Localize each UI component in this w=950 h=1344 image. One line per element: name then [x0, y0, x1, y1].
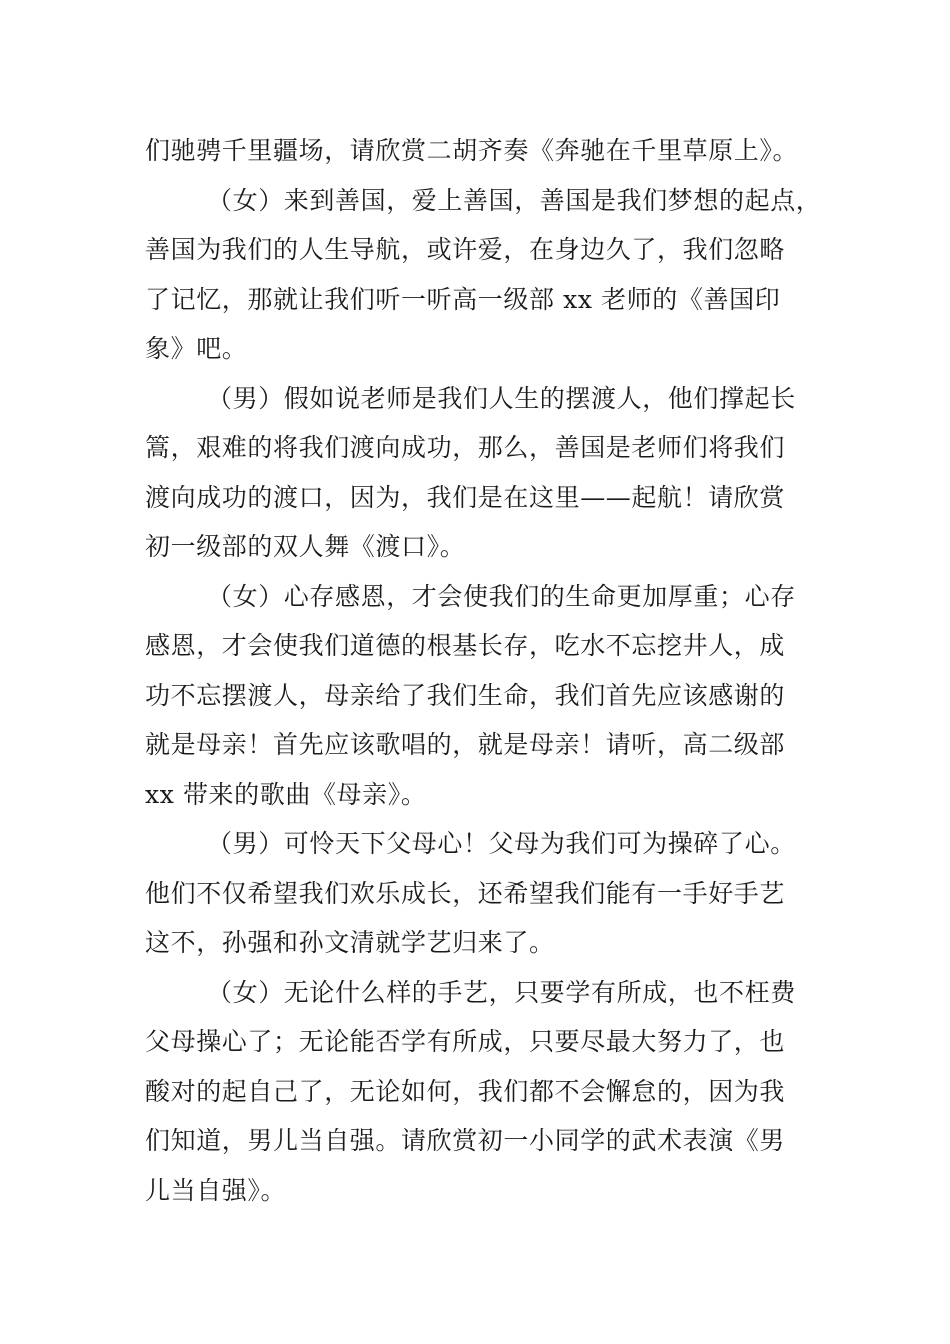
text-line: （男）假如说老师是我们人生的摆渡人，他们撑起长	[207, 383, 796, 413]
text-line: （男）可怜天下父母心！父母为我们可为操碎了心。	[207, 829, 796, 858]
text-line: 象》吧。	[145, 334, 248, 363]
text-line: （女）来到善国，爱上善国，善国是我们梦想的起点，	[207, 185, 822, 215]
text-line: 酸对的起自己了，无论如何，我们都不会懈怠的，因为我	[145, 1076, 786, 1106]
text-line: 渡向成功的渡口，因为，我们是在这里——起航！请欣赏	[145, 482, 786, 512]
text-line: 儿当自强》。	[145, 1175, 287, 1205]
text-line: 们驰骋千里疆场，请欣赏二胡齐奏《奔驰在千里草原上》。	[145, 136, 799, 165]
text-line: 善国为我们的人生导航，或许爱，在身边久了，我们忽略	[145, 235, 786, 264]
text-line: 感恩，才会使我们道德的根基长存，吃水不忘挖井人，成	[145, 631, 786, 660]
text-line: 初一级部的双人舞《渡口》。	[145, 532, 466, 561]
text-line: 父母操心了；无论能否学有所成，只要尽最大努力了，也	[145, 1027, 786, 1056]
text-line: 了记忆，那就让我们听一听高一级部 xx 老师的《善国印	[145, 284, 781, 314]
text-line: 他们不仅希望我们欢乐成长，还希望我们能有一手好手艺	[145, 878, 786, 908]
text-line: 这不，孙强和孙文清就学艺归来了。	[145, 928, 555, 957]
document-body	[145, 126, 822, 1215]
text-line: （女）无论什么样的手艺，只要学有所成，也不枉费	[207, 977, 796, 1007]
text-line: 们知道，男儿当自强。请欣赏初一小同学的武术表演《男	[145, 1126, 786, 1155]
text-line: （女）心存感恩，才会使我们的生命更加厚重；心存	[207, 581, 796, 611]
text-line: 篙，艰难的将我们渡向成功，那么，善国是老师们将我们	[145, 433, 786, 462]
text-line: 功不忘摆渡人，母亲给了我们生命，我们首先应该感谢的	[145, 680, 786, 710]
text-line: xx 带来的歌曲《母亲》。	[145, 779, 427, 809]
text-line: 就是母亲！首先应该歌唱的，就是母亲！请听，高二级部	[145, 730, 786, 759]
